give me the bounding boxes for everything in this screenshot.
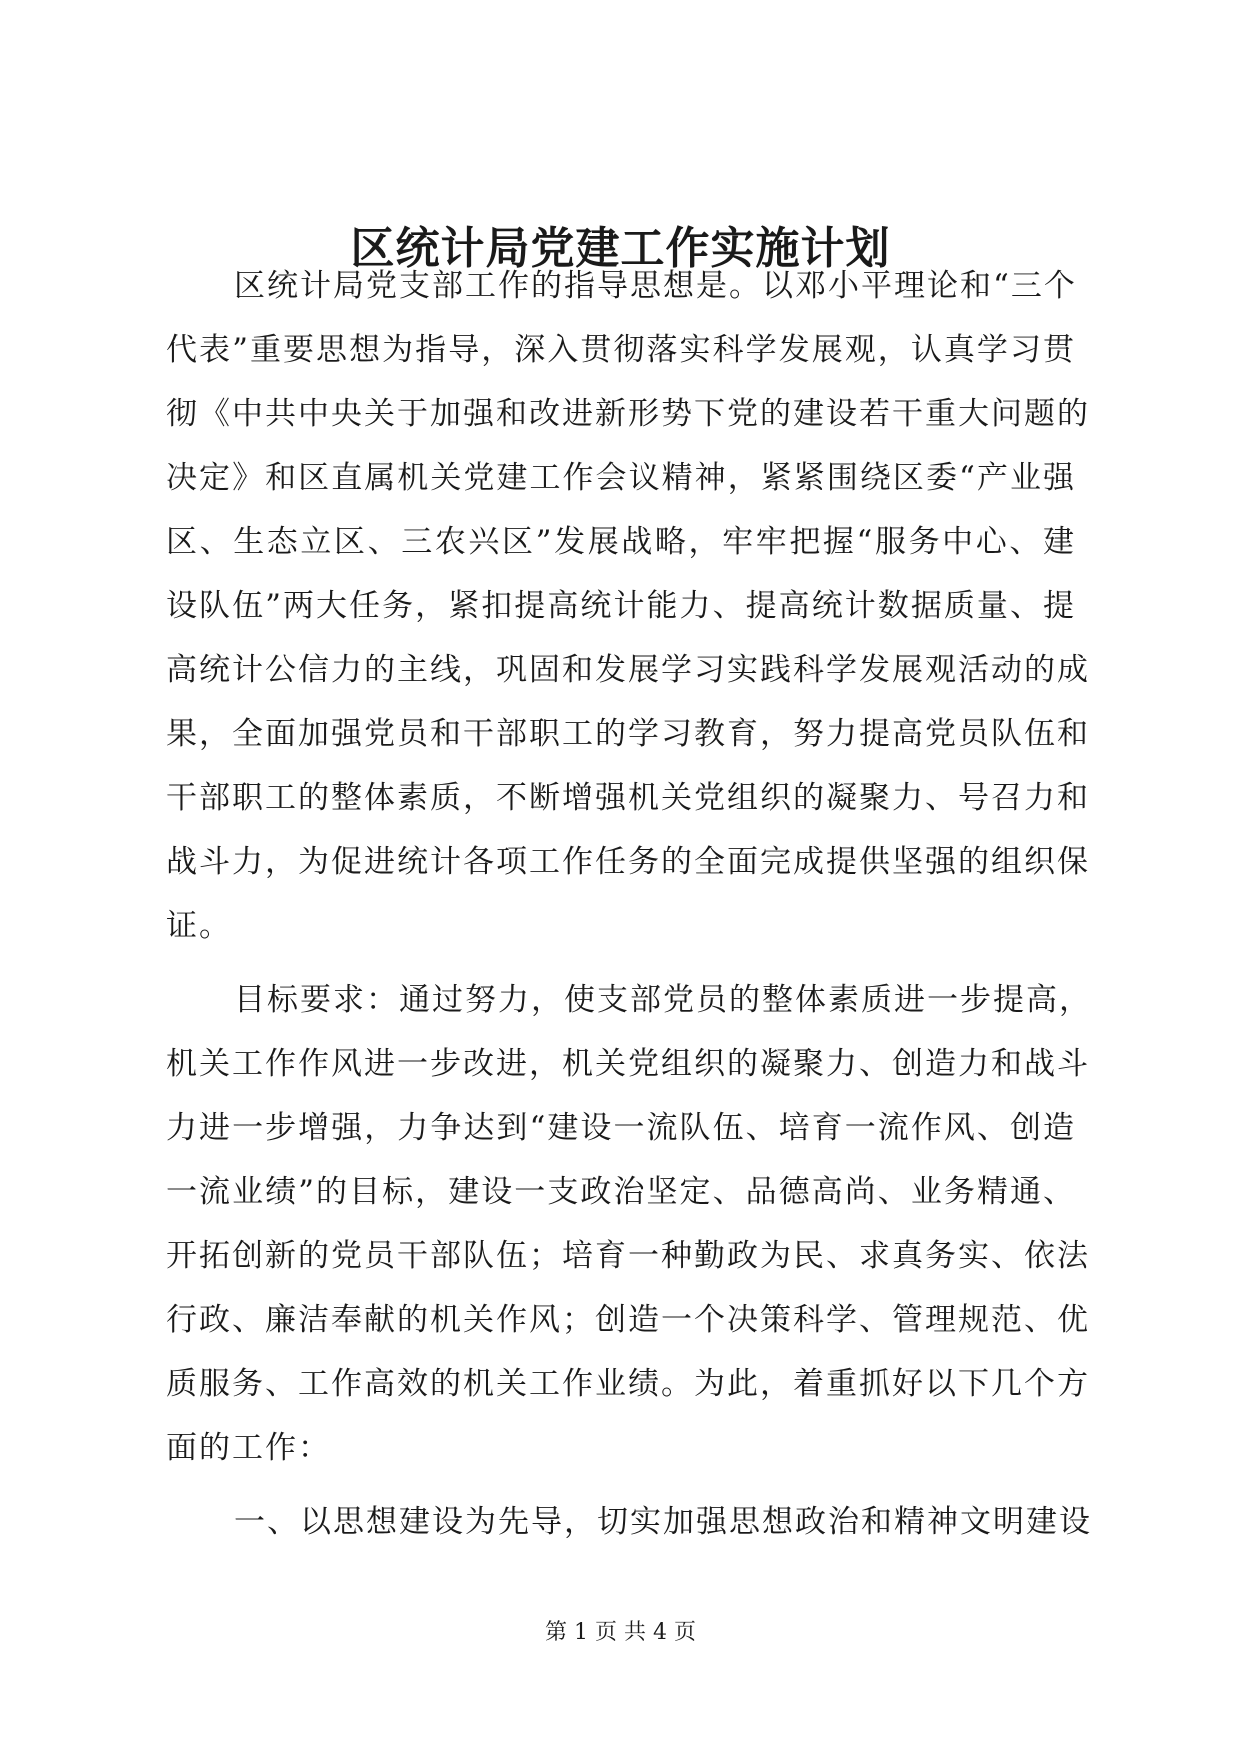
paragraph-1-line-6: 设队伍”两大任务，紧扣提高统计能力、提高统计数据质量、提 (166, 588, 1076, 624)
paragraph-1-line-10: 战斗力，为促进统计各项工作任务的全面完成提供坚强的组织保 (166, 844, 1090, 880)
paragraph-2-line-3: 力进一步增强，力争达到“建设一流队伍、培育一流作风、创造 (166, 1110, 1076, 1146)
paragraph-2-line-5: 开拓创新的党员干部队伍；培育一种勤政为民、求真务实、依法 (166, 1238, 1090, 1274)
page-number: 第 1 页 共 4 页 (545, 1620, 696, 1645)
paragraph-2-line-6: 行政、廉洁奉献的机关作风；创造一个决策科学、管理规范、优 (166, 1302, 1090, 1338)
paragraph-2-line-2: 机关工作作风进一步改进，机关党组织的凝聚力、创造力和战斗 (166, 1046, 1090, 1082)
paragraph-1-line-2: 代表”重要思想为指导，深入贯彻落实科学发展观，认真学习贯 (166, 332, 1076, 368)
paragraph-1-line-8: 果，全面加强党员和干部职工的学习教育，努力提高党员队伍和 (166, 716, 1090, 752)
paragraph-1-line-4: 决定》和区直属机关党建工作会议精神，紧紧围绕区委“产业强 (166, 460, 1076, 496)
paragraph-1-line-5: 区、生态立区、三农兴区”发展战略，牢牢把握“服务中心、建 (166, 524, 1076, 560)
paragraph-1-line-11: 证。 (166, 908, 232, 944)
paragraph-1-line-3: 彻《中共中央关于加强和改进新形势下党的建设若干重大问题的 (166, 396, 1090, 432)
paragraph-1-line-1: 区统计局党支部工作的指导思想是。以邓小平理论和“三个 (234, 268, 1077, 304)
section-heading-1: 一、以思想建设为先导，切实加强思想政治和精神文明建设 (234, 1504, 1092, 1540)
paragraph-2-line-7: 质服务、工作高效的机关工作业绩。为此，着重抓好以下几个方 (166, 1366, 1090, 1402)
document-title: 区统计局党建工作实施计划 (350, 223, 891, 274)
paragraph-2-line-1: 目标要求：通过努力，使支部党员的整体素质进一步提高， (234, 982, 1092, 1018)
paragraph-1-line-7: 高统计公信力的主线，巩固和发展学习实践科学发展观活动的成 (166, 652, 1090, 688)
paragraph-2-line-8: 面的工作： (166, 1430, 331, 1466)
paragraph-1-line-9: 干部职工的整体素质，不断增强机关党组织的凝聚力、号召力和 (166, 780, 1090, 816)
paragraph-2-line-4: 一流业绩”的目标，建设一支政治坚定、品德高尚、业务精通、 (166, 1174, 1076, 1210)
